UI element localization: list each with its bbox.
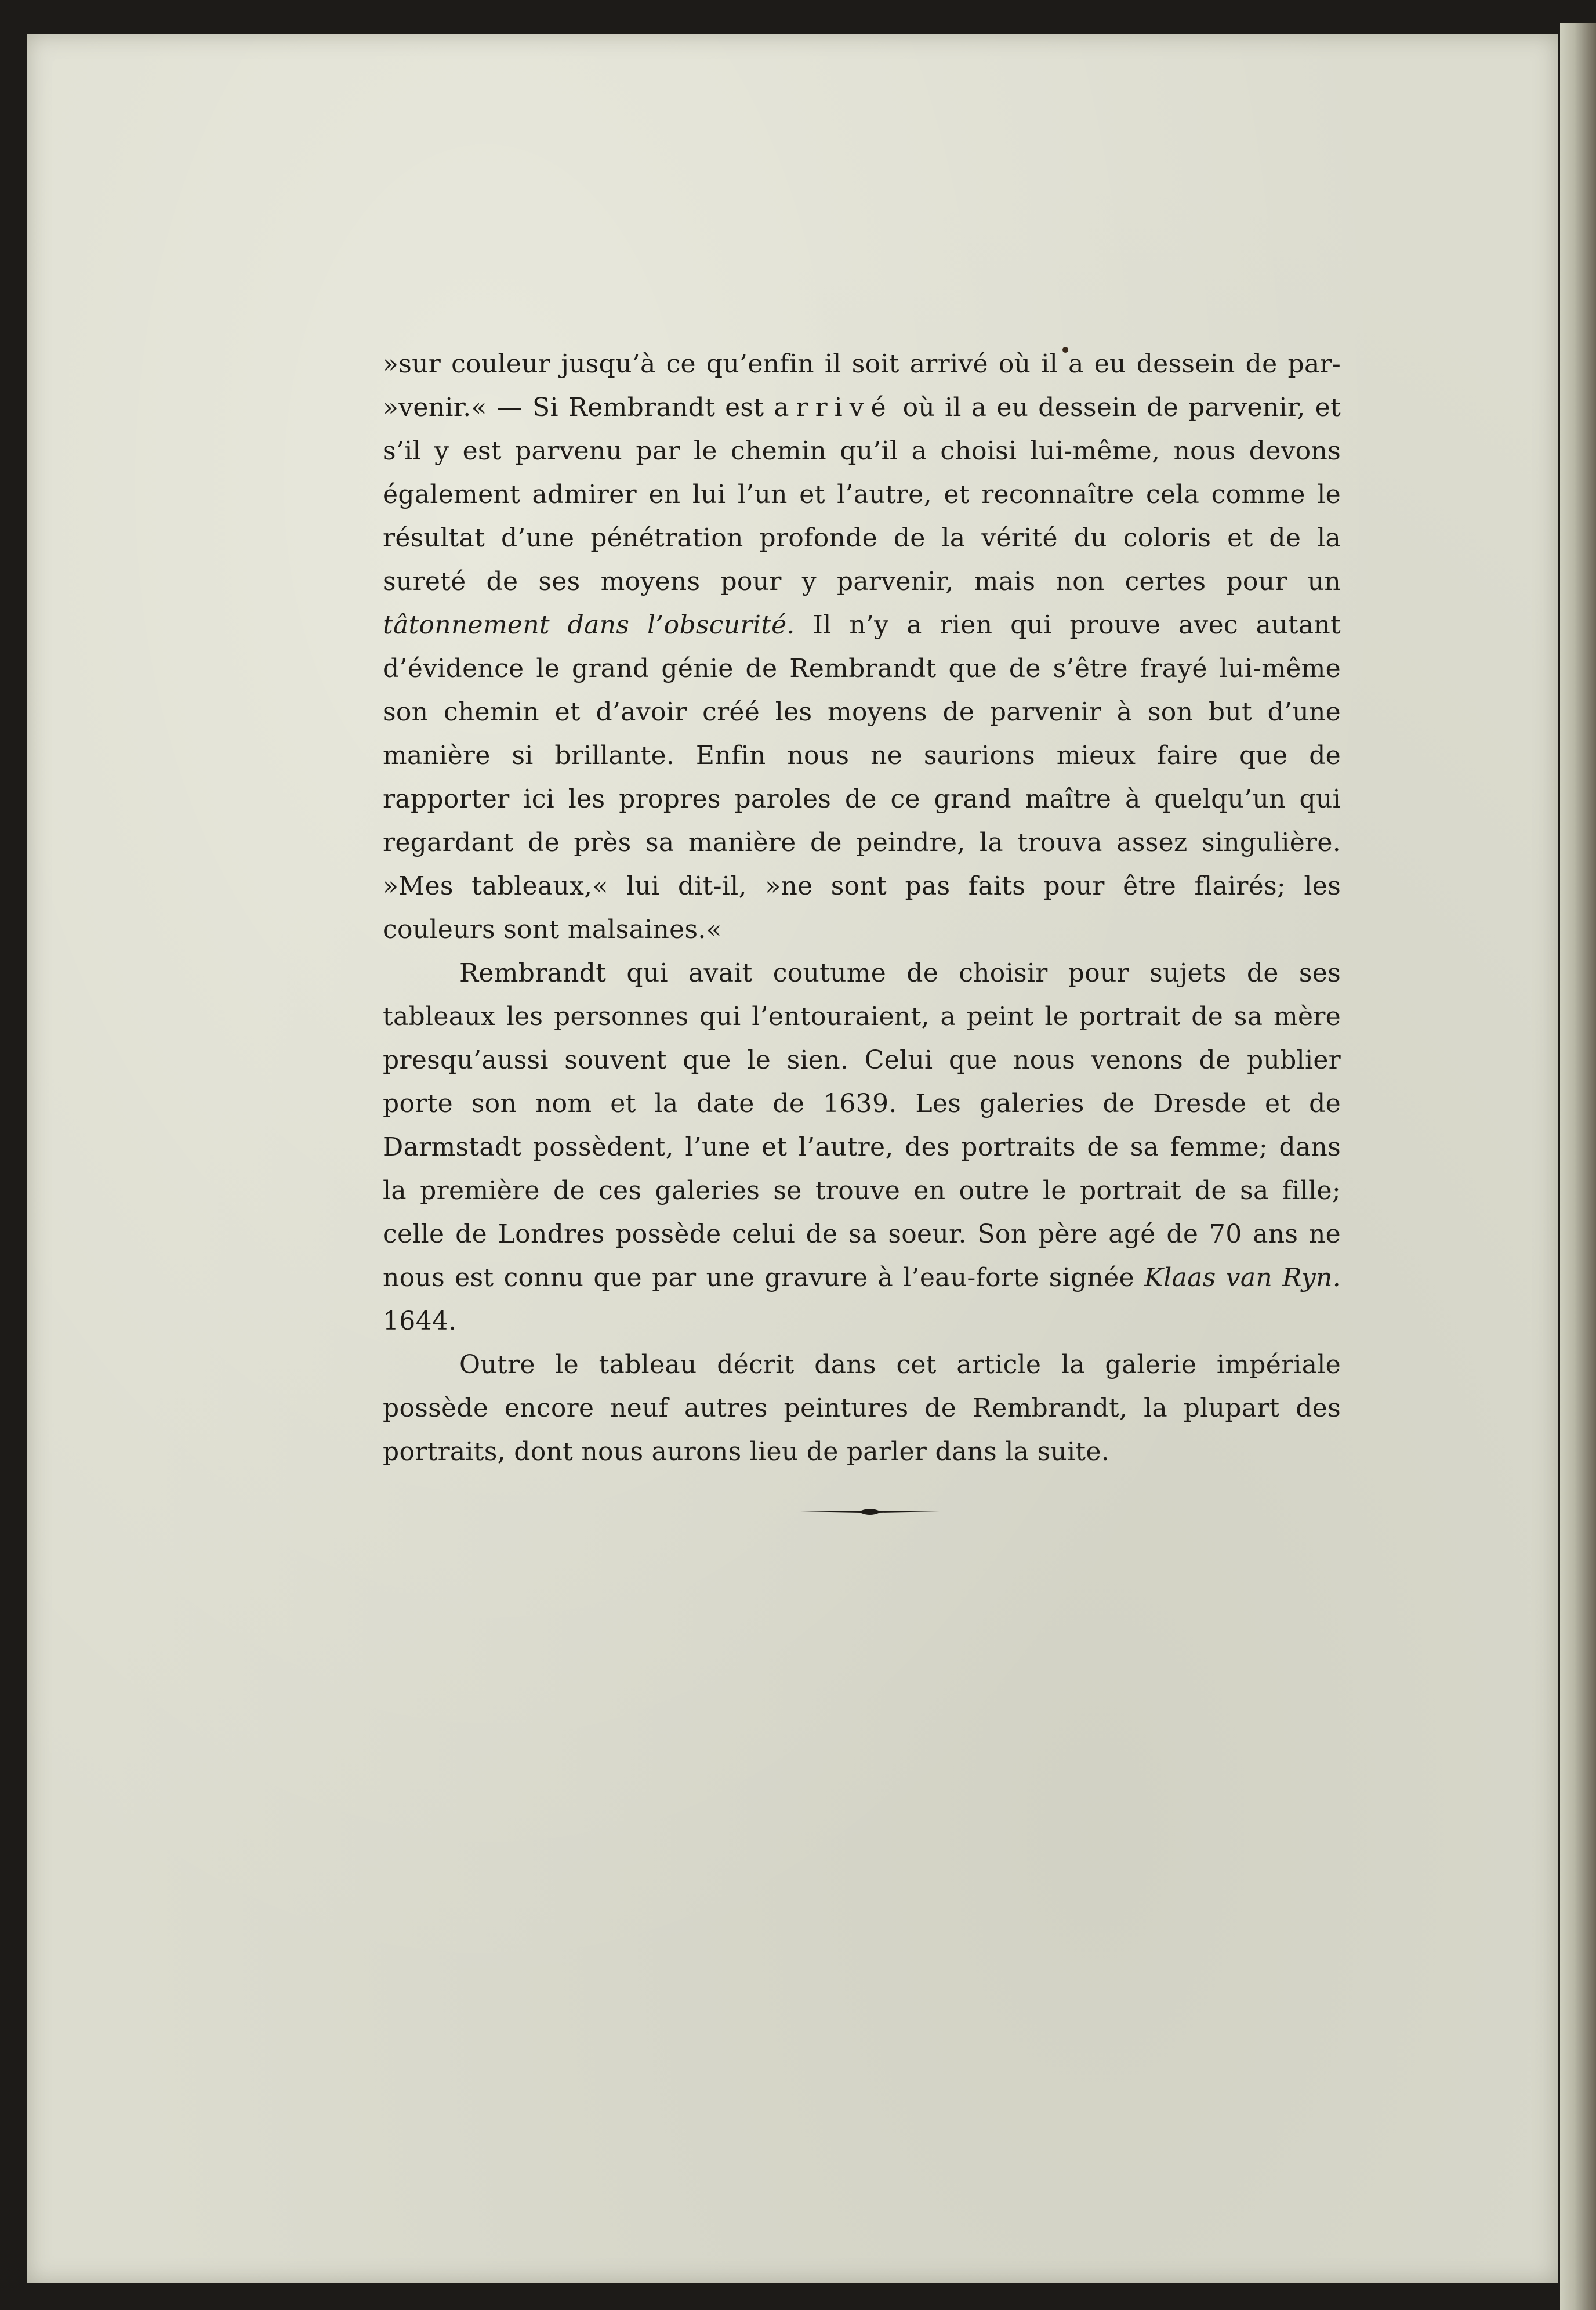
paragraph-1-line-2-start: »venir.« — Si Rembrandt est: [383, 393, 764, 422]
tapered-rule-ornament-icon: [800, 1506, 940, 1518]
page-edge: [1560, 23, 1596, 2310]
paragraph-2: [383, 951, 1341, 1343]
paragraph-2-text: Rembrandt qui avait coutume de choisir pour sujets de ses tableaux les personnes qui l’entouraient, a peint le portrait de sa mère presqu’aussi souvent que le sien. Celui que nous venons de publier porte son nom et la date de 1639. Les galeries de Dresde et de Darmstadt possèdent, l’une et l’autre, des portraits de sa femme; dans la première de ces galeries se trouve en outre le portrait de sa fille; celle de Londres possède celui de sa soeur. Son père agé de 70 ans ne nous est connu que par une gravure à l’eau-forte signée: [383, 958, 1341, 1292]
spaced-word: arrivé: [774, 393, 893, 422]
paragraph-1-line-1: »sur couleur jusqu’à ce qu’enfin il soit arrivé où il a eu dessein de par-: [383, 349, 1341, 379]
paragraph-1-continuation: où il a eu dessein de parvenir, et s’il y est parvenu par le chemin qu’il a choisi lui-même, nous devons également admirer en lui l’un et l’autre, et reconnaître cela comme le résultat d’une pénétration profonde de la vérité du coloris et de la sureté de ses moyens pour y parvenir, mais non certes pour un: [383, 393, 1341, 596]
paragraph-3: [383, 1343, 1341, 1473]
paragraph-1: [383, 342, 1341, 951]
signature-year: 1644.: [383, 1306, 457, 1336]
paragraph-1-rest: Il n’y a rien qui prouve avec autant d’évidence le grand génie de Rembrandt que de s’être frayé lui-même son chemin et d’avoir créé les moyens de parvenir à son but d’une manière si brillante. Enfin nous ne saurions mieux faire que de rapporter ici les propres paroles de ce grand maître à quelqu’un qui regardant de près sa manière de peindre, la trouva assez singulière. »Mes tableaux,« lui dit-il, »ne sont pas faits pour être flairés; les couleurs sont malsaines.«: [383, 610, 1341, 944]
italic-phrase: tâtonnement dans l’obscurité.: [383, 610, 795, 640]
body-text: [383, 342, 1341, 1473]
signature-italic: Klaas van Ryn.: [1144, 1263, 1341, 1292]
paragraph-3-text: Outre le tableau décrit dans cet article la galerie impériale possède encore neuf autres peintures de Rembrandt, la plupart des portraits, dont nous aurons lieu de parler dans la suite.: [383, 1350, 1341, 1467]
